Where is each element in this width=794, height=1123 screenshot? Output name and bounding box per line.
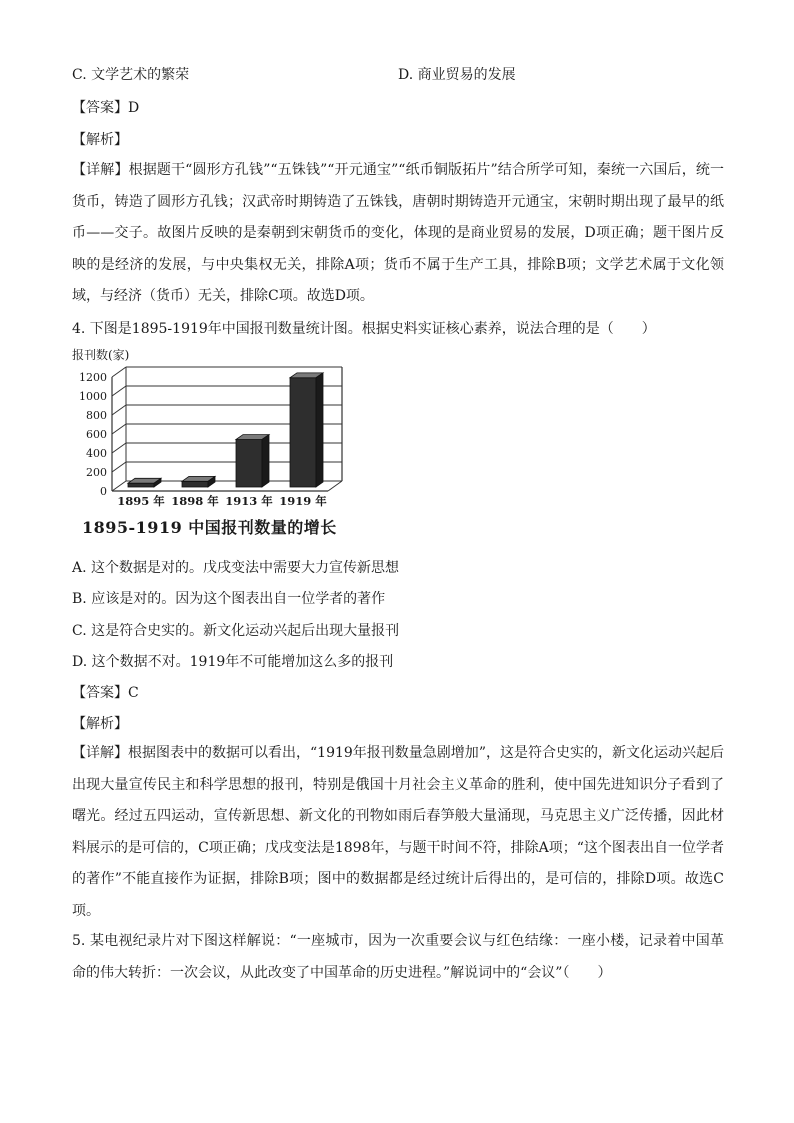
chart-ylabel: 报刊数(家) [72, 348, 130, 362]
grid-side-line [112, 367, 126, 377]
bar [290, 378, 316, 487]
q5-stem: 5. 某电视纪录片对下图这样解说：“一座城市，因为一次重要会议与红色结缘：一座小楼，记录着中国革命的伟大转折：一次会议，从此改变了中国革命的历史进程。”解说词中的“会议”（ ） [72, 933, 724, 981]
chart-plot-area [79, 367, 342, 508]
grid-side-line [112, 462, 126, 472]
q4-analysis-label: 【解析】 [72, 716, 128, 732]
bar-side-face [316, 373, 323, 487]
grid-side-line [112, 405, 126, 415]
newspaper-bar-chart [66, 343, 366, 513]
q4-option-b: B. 应该是对的。因为这个图表出自一位学者的著作 [72, 591, 386, 607]
x-tick-label: 1913 年 [225, 494, 273, 508]
y-tick-label: 200 [86, 466, 107, 479]
grid-side-line [112, 443, 126, 453]
q4-option-c: C. 这是符合史实的。新文化运动兴起后出现大量报刊 [72, 623, 400, 639]
grid-side-line [112, 424, 126, 434]
y-tick-label: 0 [100, 485, 107, 498]
q3-option-d: D. 商业贸易的发展 [398, 67, 516, 83]
y-tick-label: 400 [86, 447, 107, 460]
grid-side-line [112, 386, 126, 396]
bar [182, 481, 208, 487]
bar [128, 483, 154, 487]
q3-answer: 【答案】D [72, 100, 140, 116]
q3-option-c: C. 文学艺术的繁荣 [72, 67, 190, 83]
floor-right-edge [328, 481, 342, 491]
chart-title: 1895-1919 中国报刊数量的增长 [82, 518, 337, 537]
q3-choice-row [72, 64, 724, 86]
q3-detail: 【详解】根据题干“圆形方孔钱”“五铢钱”“开元通宝”“纸币铜版拓片”结合所学可知，秦统一六国后，统一货币，铸造了圆形方孔钱；汉武帝时期铸造了五铢钱，唐朝时期铸造开元通宝，宋朝时期出现了最早的纸币——交子。故图片反映的是秦朝到宋朝货币的变化，体现的是商业贸易的发展，D项正确；题干图片反映的是经济的发展，与中央集权无关，排除A项；货币不属于生产工具，排除B项；文学艺术属于文化领域，与经济（货币）无关，排除C项。故选D项。 [72, 162, 724, 304]
y-tick-label: 600 [86, 428, 107, 441]
bar [236, 440, 262, 488]
bar-side-face [262, 435, 269, 487]
y-tick-label: 1000 [79, 390, 107, 403]
x-tick-label: 1895 年 [117, 494, 165, 508]
y-tick-label: 800 [86, 409, 107, 422]
x-tick-label: 1919 年 [279, 494, 327, 508]
q4-option-a: A. 这个数据是对的。戊戌变法中需要大力宣传新思想 [72, 560, 400, 576]
q4-detail: 【详解】根据图表中的数据可以看出，“1919年报刊数量急剧增加”，这是符合史实的，新文化运动兴起后出现大量宣传民主和科学思想的报刊，特别是俄国十月社会主义革命的胜利，使中国先进知识分子看到了曙光。经过五四运动，宣传新思想、新文化的刊物如雨后春笋般大量涌现，马克思主义广泛传播，因此材料展示的是可信的，C项正确；戊戌变法是1898年，与题干时间不符，排除A项；“这个图表出自一位学者的著作”不能直接作为证据，排除B项；图中的数据都是经过统计后得出的，是可信的，排除D项。故选C项。 [72, 745, 724, 919]
q4-answer: 【答案】C [72, 685, 139, 701]
grid-side-line [112, 481, 126, 491]
x-tick-label: 1898 年 [171, 494, 219, 508]
y-tick-label: 1200 [79, 371, 107, 384]
q3-analysis-label: 【解析】 [72, 132, 128, 148]
q4-stem: 4. 下图是1895-1919年中国报刊数量统计图。根据史料实证核心素养，说法合理的是（ ） [72, 321, 656, 337]
q4-option-d: D. 这个数据不对。1919年不可能增加这么多的报刊 [72, 654, 394, 670]
